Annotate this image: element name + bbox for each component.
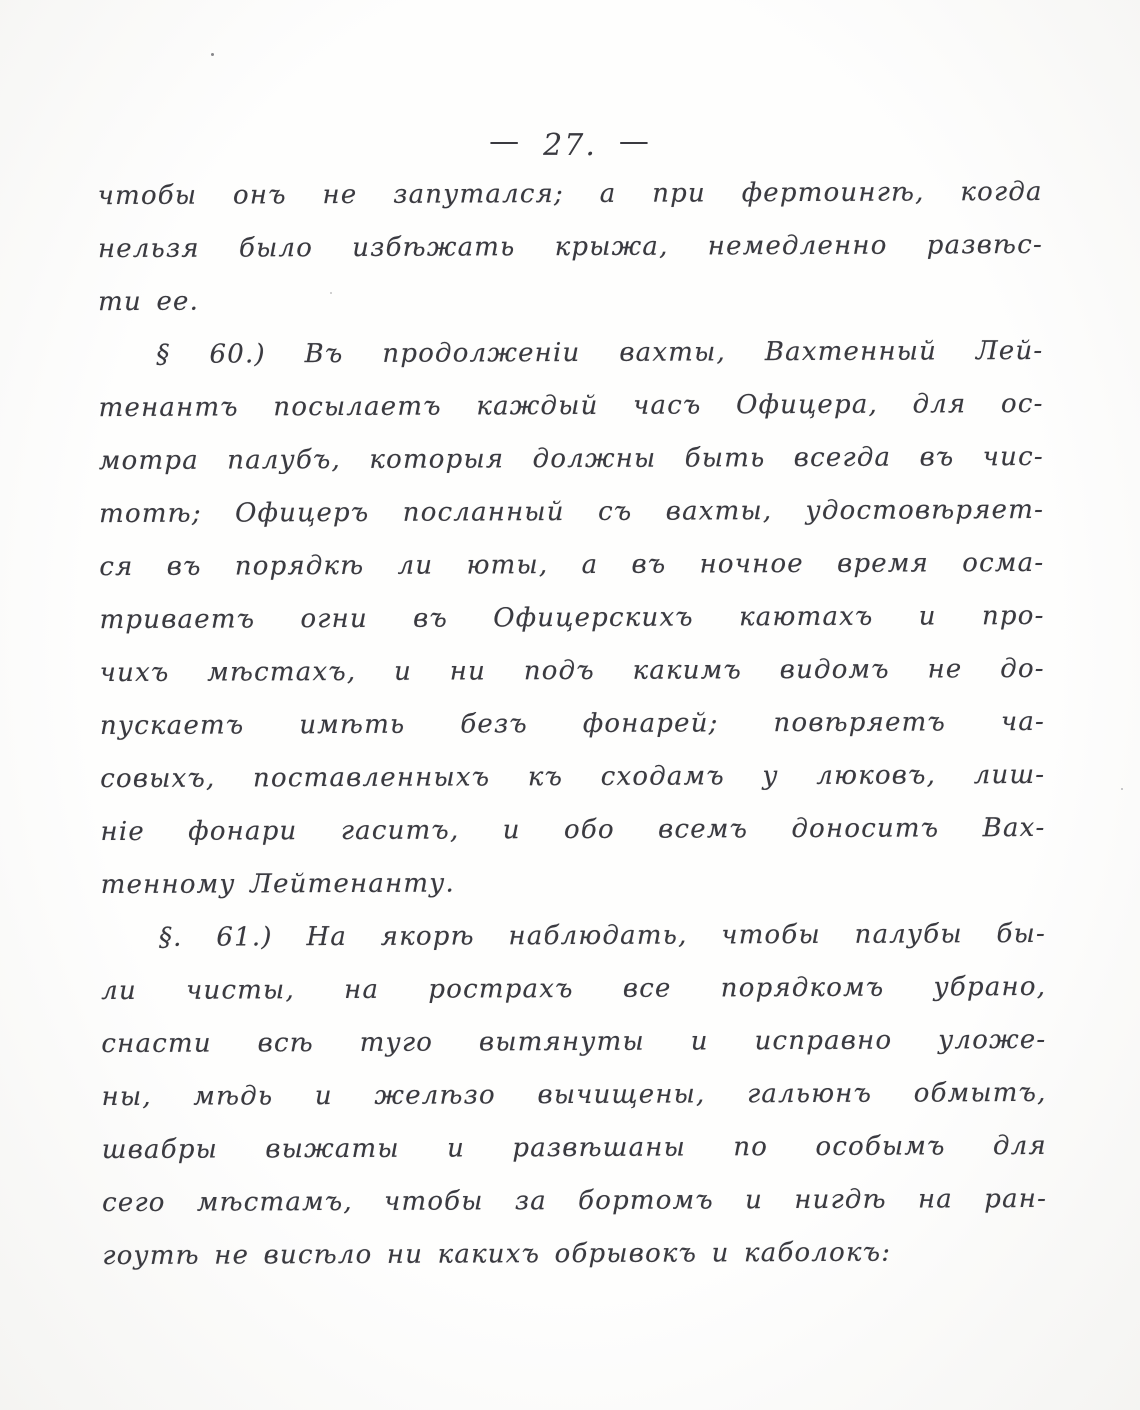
page-number-dash-right: —: [618, 124, 651, 159]
page-number-value: 27.: [543, 128, 597, 163]
manuscript-line: чтобы онъ не запутался; а при фертоингѣ, когда: [97, 176, 1043, 212]
ink-speck: [1121, 788, 1123, 790]
manuscript-line: ніе фонари гаситъ, и обо всемъ доноситъ Вах-: [100, 812, 1046, 848]
manuscript-line: тотѣ; Офицеръ посланный съ вахты, удостовѣряет-: [99, 494, 1045, 530]
manuscript-line: совыхъ, поставленныхъ къ сходамъ у люковъ, лиш-: [100, 759, 1046, 795]
page-number: [0, 124, 1140, 163]
manuscript-line: ся въ порядкѣ ли юты, а въ ночное время осма-: [99, 547, 1045, 583]
manuscript-line: швабры выжаты и развѣшаны по особымъ для: [101, 1130, 1047, 1166]
manuscript-line: снасти всѣ туго вытянуты и исправно уложе-: [101, 1024, 1047, 1060]
manuscript-line: тенному Лейтенанту.: [100, 868, 456, 901]
ink-speck: [211, 53, 214, 56]
manuscript-line: ны, мѣдь и желѣзо вычищены, гальюнъ обмытъ,: [101, 1077, 1047, 1113]
manuscript-line: триваетъ огни въ Офицерскихъ каютахъ и про-: [99, 600, 1045, 636]
handwritten-text-block: [98, 166, 1048, 1283]
manuscript-line-section-60: § 60.) Въ продолженіи вахты, Вахтенный Лей-: [156, 335, 1044, 370]
manuscript-line: ти ее.: [98, 286, 200, 318]
manuscript-line: тенантъ посылаетъ каждый часъ Офицера, для ос-: [98, 388, 1044, 424]
page-number-dash-left: —: [489, 124, 522, 159]
manuscript-line: чихъ мѣстахъ, и ни подъ какимъ видомъ не до-: [99, 653, 1045, 689]
manuscript-line: нельзя было избѣжать крыжа, немедленно развѣс-: [97, 229, 1043, 265]
manuscript-line: мотра палубъ, которыя должны быть всегда въ чис-: [98, 441, 1044, 477]
manuscript-line: ли чисты, на рострахъ все порядкомъ убрано,: [101, 971, 1047, 1007]
manuscript-line: пускаетъ имѣть безъ фонарей; повѣряетъ ча-: [99, 706, 1046, 742]
manuscript-line: гоутѣ не висѣло ни какихъ обрывокъ и каболокъ:: [102, 1237, 892, 1272]
manuscript-line-section-61: §. 61.) На якорѣ наблюдать, чтобы палубы бы-: [158, 918, 1046, 953]
manuscript-line: сего мѣстамъ, чтобы за бортомъ и нигдѣ на ран-: [102, 1183, 1048, 1219]
